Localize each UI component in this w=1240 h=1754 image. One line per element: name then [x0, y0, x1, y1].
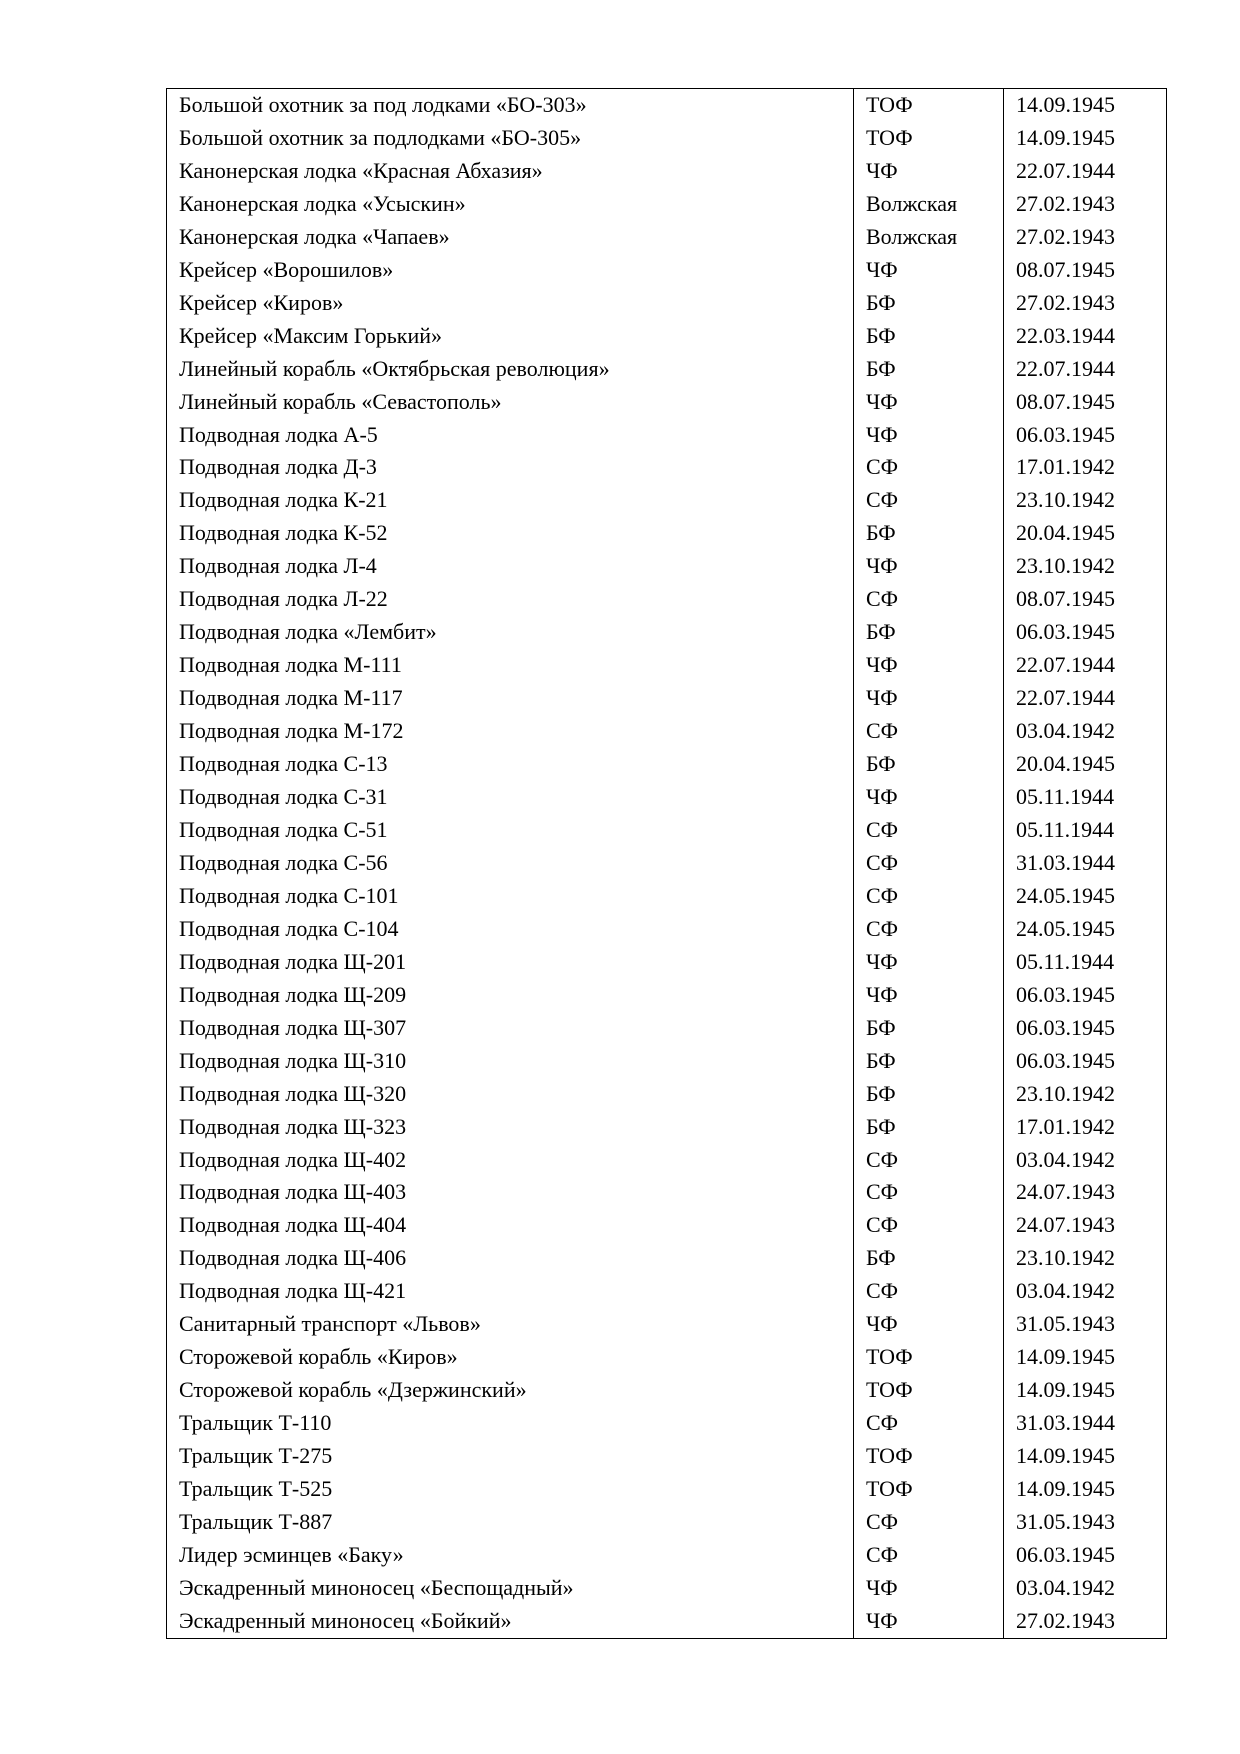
fleet-cell: СФ [854, 1144, 1004, 1177]
date-cell: 06.03.1945 [1004, 616, 1167, 649]
date-cell: 27.02.1943 [1004, 1605, 1167, 1638]
ship-name-cell: Эскадренный миноносец «Беспощадный» [167, 1572, 854, 1605]
date-cell: 22.03.1944 [1004, 320, 1167, 353]
table-row [167, 221, 1167, 254]
table-row [167, 649, 1167, 682]
ship-name-cell: Тральщик Т-110 [167, 1407, 854, 1440]
fleet-cell: ЧФ [854, 781, 1004, 814]
table-row [167, 913, 1167, 946]
date-cell: 08.07.1945 [1004, 386, 1167, 419]
table-row [167, 1078, 1167, 1111]
fleet-cell: ТОФ [854, 1341, 1004, 1374]
table-row [167, 122, 1167, 155]
date-cell: 06.03.1945 [1004, 1045, 1167, 1078]
date-cell: 03.04.1942 [1004, 1572, 1167, 1605]
table-row [167, 682, 1167, 715]
fleet-cell: СФ [854, 1506, 1004, 1539]
table-row [167, 1473, 1167, 1506]
fleet-cell: ЧФ [854, 550, 1004, 583]
fleet-cell: БФ [854, 1045, 1004, 1078]
table-row [167, 1539, 1167, 1572]
date-cell: 24.05.1945 [1004, 913, 1167, 946]
table-row [167, 847, 1167, 880]
ship-name-cell: Подводная лодка Щ-421 [167, 1275, 854, 1308]
table-row [167, 386, 1167, 419]
fleet-cell: СФ [854, 1407, 1004, 1440]
fleet-cell: ТОФ [854, 1374, 1004, 1407]
date-cell: 20.04.1945 [1004, 517, 1167, 550]
ship-name-cell: Подводная лодка С-56 [167, 847, 854, 880]
table-row [167, 583, 1167, 616]
ship-name-cell: Подводная лодка Щ-406 [167, 1242, 854, 1275]
ship-name-cell: Подводная лодка Л-22 [167, 583, 854, 616]
date-cell: 05.11.1944 [1004, 814, 1167, 847]
ship-name-cell: Подводная лодка К-52 [167, 517, 854, 550]
ship-name-cell: Подводная лодка С-13 [167, 748, 854, 781]
fleet-cell: СФ [854, 814, 1004, 847]
table-row [167, 1341, 1167, 1374]
fleet-cell: СФ [854, 715, 1004, 748]
date-cell: 27.02.1943 [1004, 221, 1167, 254]
table-row [167, 748, 1167, 781]
fleet-cell: ЧФ [854, 155, 1004, 188]
date-cell: 31.05.1943 [1004, 1308, 1167, 1341]
fleet-cell: БФ [854, 1012, 1004, 1045]
date-cell: 22.07.1944 [1004, 353, 1167, 386]
ship-name-cell: Подводная лодка Щ-323 [167, 1111, 854, 1144]
ship-name-cell: Подводная лодка А-5 [167, 419, 854, 452]
date-cell: 20.04.1945 [1004, 748, 1167, 781]
date-cell: 05.11.1944 [1004, 781, 1167, 814]
fleet-cell: БФ [854, 748, 1004, 781]
ship-name-cell: Подводная лодка С-51 [167, 814, 854, 847]
fleet-cell: Волжская [854, 221, 1004, 254]
date-cell: 24.07.1943 [1004, 1209, 1167, 1242]
ship-name-cell: Канонерская лодка «Усыскин» [167, 188, 854, 221]
date-cell: 06.03.1945 [1004, 1012, 1167, 1045]
table-row [167, 484, 1167, 517]
table-row [167, 1045, 1167, 1078]
date-cell: 14.09.1945 [1004, 1473, 1167, 1506]
fleet-cell: БФ [854, 1111, 1004, 1144]
ship-name-cell: Подводная лодка К-21 [167, 484, 854, 517]
ship-name-cell: Тральщик Т-887 [167, 1506, 854, 1539]
date-cell: 22.07.1944 [1004, 155, 1167, 188]
fleet-cell: СФ [854, 913, 1004, 946]
table-row [167, 715, 1167, 748]
table-row [167, 1209, 1167, 1242]
date-cell: 03.04.1942 [1004, 1275, 1167, 1308]
table-row [167, 814, 1167, 847]
ship-name-cell: Тральщик Т-525 [167, 1473, 854, 1506]
ship-name-cell: Подводная лодка Щ-209 [167, 979, 854, 1012]
date-cell: 23.10.1942 [1004, 1242, 1167, 1275]
ship-name-cell: Большой охотник за подлодками «БО-305» [167, 122, 854, 155]
date-cell: 03.04.1942 [1004, 1144, 1167, 1177]
ship-name-cell: Подводная лодка Щ-320 [167, 1078, 854, 1111]
ship-name-cell: Сторожевой корабль «Дзержинский» [167, 1374, 854, 1407]
fleet-cell: СФ [854, 484, 1004, 517]
fleet-cell: СФ [854, 1539, 1004, 1572]
ship-name-cell: Подводная лодка М-111 [167, 649, 854, 682]
date-cell: 23.10.1942 [1004, 550, 1167, 583]
fleet-cell: БФ [854, 517, 1004, 550]
fleet-cell: ЧФ [854, 1308, 1004, 1341]
fleet-cell: ЧФ [854, 1572, 1004, 1605]
date-cell: 14.09.1945 [1004, 1440, 1167, 1473]
table-row [167, 616, 1167, 649]
date-cell: 31.05.1943 [1004, 1506, 1167, 1539]
table-row [167, 1407, 1167, 1440]
date-cell: 14.09.1945 [1004, 1374, 1167, 1407]
fleet-cell: ЧФ [854, 649, 1004, 682]
date-cell: 31.03.1944 [1004, 847, 1167, 880]
ship-name-cell: Канонерская лодка «Чапаев» [167, 221, 854, 254]
fleet-cell: СФ [854, 451, 1004, 484]
date-cell: 06.03.1945 [1004, 419, 1167, 452]
ship-name-cell: Подводная лодка М-117 [167, 682, 854, 715]
ship-name-cell: Подводная лодка Щ-403 [167, 1176, 854, 1209]
date-cell: 22.07.1944 [1004, 682, 1167, 715]
table-row [167, 946, 1167, 979]
ship-name-cell: Линейный корабль «Октябрьская революция» [167, 353, 854, 386]
fleet-cell: СФ [854, 583, 1004, 616]
fleet-cell: БФ [854, 353, 1004, 386]
date-cell: 27.02.1943 [1004, 188, 1167, 221]
table-row [167, 254, 1167, 287]
fleet-cell: ЧФ [854, 419, 1004, 452]
fleet-cell: ЧФ [854, 1605, 1004, 1638]
date-cell: 14.09.1945 [1004, 1341, 1167, 1374]
ship-name-cell: Тральщик Т-275 [167, 1440, 854, 1473]
date-cell: 27.02.1943 [1004, 287, 1167, 320]
date-cell: 17.01.1942 [1004, 451, 1167, 484]
table-row [167, 1374, 1167, 1407]
ship-name-cell: Большой охотник за под лодками «БО-303» [167, 89, 854, 122]
table-row [167, 1176, 1167, 1209]
table-row [167, 188, 1167, 221]
ship-name-cell: Крейсер «Киров» [167, 287, 854, 320]
fleet-cell: ТОФ [854, 1473, 1004, 1506]
table-row [167, 1275, 1167, 1308]
fleet-cell: СФ [854, 1209, 1004, 1242]
fleet-cell: ЧФ [854, 979, 1004, 1012]
table-row [167, 287, 1167, 320]
fleet-cell: БФ [854, 616, 1004, 649]
table-row [167, 1012, 1167, 1045]
table-row [167, 451, 1167, 484]
date-cell: 05.11.1944 [1004, 946, 1167, 979]
date-cell: 08.07.1945 [1004, 254, 1167, 287]
table-row [167, 1242, 1167, 1275]
fleet-cell: СФ [854, 880, 1004, 913]
fleet-cell: ТОФ [854, 122, 1004, 155]
fleet-cell: Волжская [854, 188, 1004, 221]
ship-name-cell: Подводная лодка Л-4 [167, 550, 854, 583]
ship-name-cell: Подводная лодка С-104 [167, 913, 854, 946]
ship-name-cell: Подводная лодка Щ-402 [167, 1144, 854, 1177]
table-row [167, 781, 1167, 814]
table-row [167, 517, 1167, 550]
table-row [167, 1506, 1167, 1539]
fleet-cell: ЧФ [854, 946, 1004, 979]
table-row [167, 1572, 1167, 1605]
fleet-cell: ЧФ [854, 254, 1004, 287]
date-cell: 23.10.1942 [1004, 1078, 1167, 1111]
ship-name-cell: Подводная лодка Щ-404 [167, 1209, 854, 1242]
ship-name-cell: Подводная лодка С-31 [167, 781, 854, 814]
ship-name-cell: Сторожевой корабль «Киров» [167, 1341, 854, 1374]
date-cell: 03.04.1942 [1004, 715, 1167, 748]
table-row [167, 89, 1167, 122]
table-row [167, 979, 1167, 1012]
ship-name-cell: Санитарный транспорт «Львов» [167, 1308, 854, 1341]
table-row [167, 1308, 1167, 1341]
table-row [167, 1111, 1167, 1144]
ship-name-cell: Подводная лодка Щ-201 [167, 946, 854, 979]
fleet-cell: БФ [854, 1242, 1004, 1275]
fleet-cell: СФ [854, 847, 1004, 880]
fleet-cell: БФ [854, 1078, 1004, 1111]
fleet-cell: ТОФ [854, 1440, 1004, 1473]
ship-name-cell: Эскадренный миноносец «Бойкий» [167, 1605, 854, 1638]
date-cell: 06.03.1945 [1004, 1539, 1167, 1572]
ships-table-body [167, 89, 1167, 1639]
date-cell: 06.03.1945 [1004, 979, 1167, 1012]
ship-name-cell: Линейный корабль «Севастополь» [167, 386, 854, 419]
date-cell: 24.07.1943 [1004, 1176, 1167, 1209]
fleet-cell: СФ [854, 1275, 1004, 1308]
date-cell: 17.01.1942 [1004, 1111, 1167, 1144]
ship-name-cell: Крейсер «Ворошилов» [167, 254, 854, 287]
date-cell: 08.07.1945 [1004, 583, 1167, 616]
table-row [167, 550, 1167, 583]
ship-name-cell: Подводная лодка Д-3 [167, 451, 854, 484]
fleet-cell: ЧФ [854, 386, 1004, 419]
ship-name-cell: Канонерская лодка «Красная Абхазия» [167, 155, 854, 188]
date-cell: 14.09.1945 [1004, 122, 1167, 155]
fleet-cell: ТОФ [854, 89, 1004, 122]
ship-name-cell: Подводная лодка С-101 [167, 880, 854, 913]
fleet-cell: БФ [854, 320, 1004, 353]
fleet-cell: ЧФ [854, 682, 1004, 715]
ship-name-cell: Подводная лодка Щ-307 [167, 1012, 854, 1045]
date-cell: 24.05.1945 [1004, 880, 1167, 913]
table-row [167, 155, 1167, 188]
ship-name-cell: Подводная лодка «Лембит» [167, 616, 854, 649]
table-row [167, 1440, 1167, 1473]
date-cell: 22.07.1944 [1004, 649, 1167, 682]
table-row [167, 419, 1167, 452]
table-row [167, 880, 1167, 913]
table-row [167, 353, 1167, 386]
date-cell: 14.09.1945 [1004, 89, 1167, 122]
ship-name-cell: Подводная лодка Щ-310 [167, 1045, 854, 1078]
ship-name-cell: Подводная лодка М-172 [167, 715, 854, 748]
date-cell: 31.03.1944 [1004, 1407, 1167, 1440]
ship-name-cell: Лидер эсминцев «Баку» [167, 1539, 854, 1572]
ships-table [166, 88, 1167, 1639]
fleet-cell: СФ [854, 1176, 1004, 1209]
date-cell: 23.10.1942 [1004, 484, 1167, 517]
table-row [167, 1144, 1167, 1177]
table-row [167, 1605, 1167, 1638]
table-row [167, 320, 1167, 353]
ship-name-cell: Крейсер «Максим Горький» [167, 320, 854, 353]
fleet-cell: БФ [854, 287, 1004, 320]
